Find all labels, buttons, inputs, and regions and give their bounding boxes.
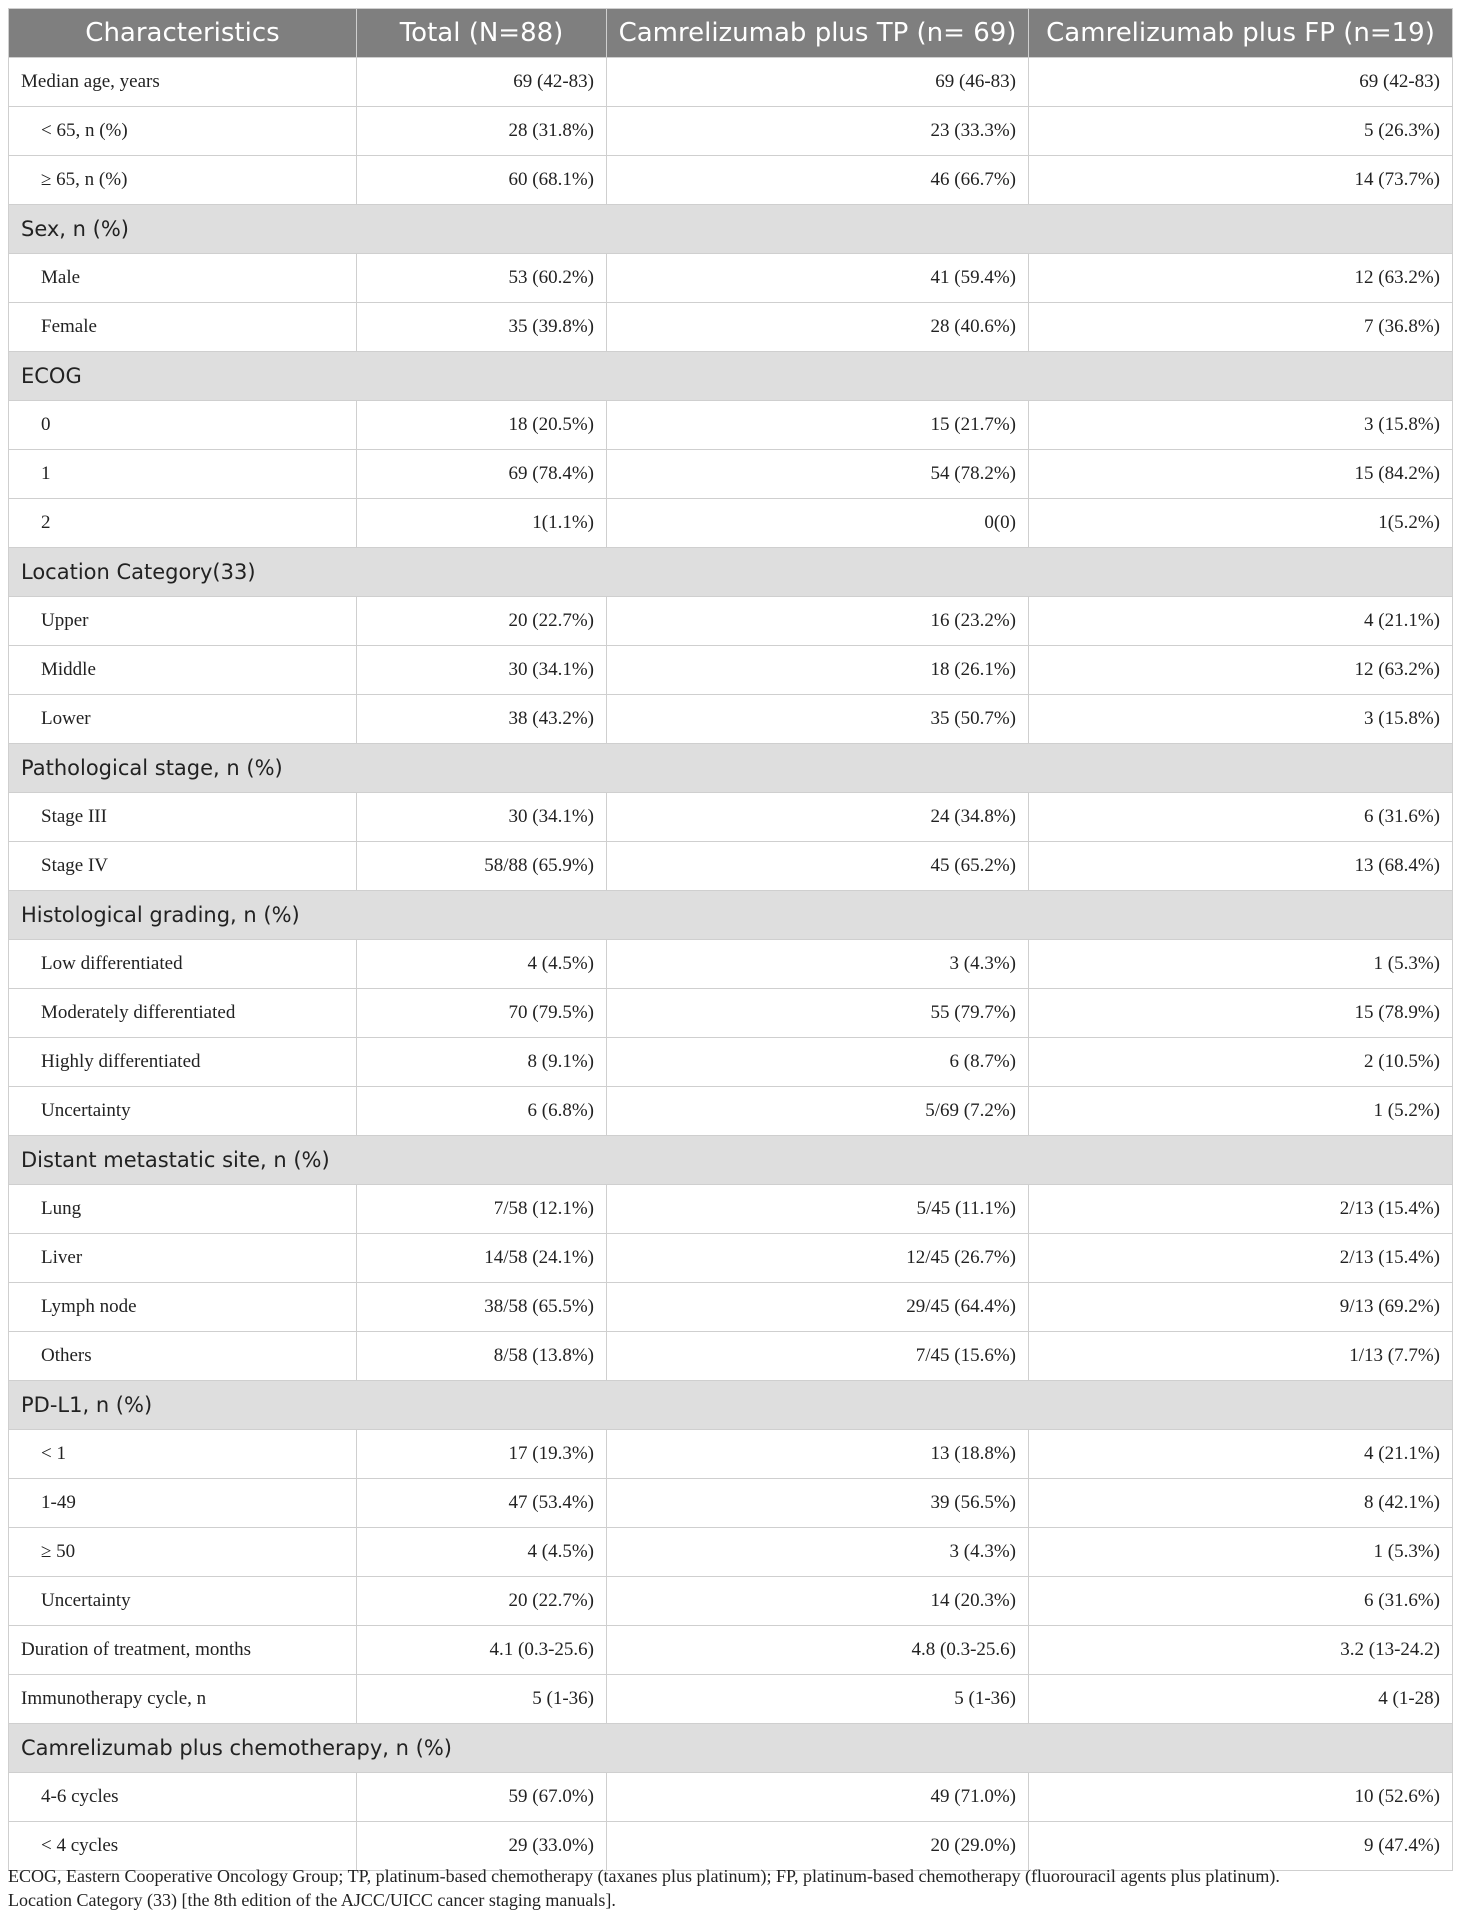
cell-characteristic: 1-49 [9, 1479, 357, 1528]
cell-total: 8/58 (13.8%) [357, 1332, 607, 1381]
cell-camrelizumab-fp: 5 (26.3%) [1029, 107, 1453, 156]
cell-total: 14/58 (24.1%) [357, 1234, 607, 1283]
table-header [9, 9, 1453, 58]
cell-characteristic: Lung [9, 1185, 357, 1234]
cell-total: 5 (1-36) [357, 1675, 607, 1724]
table-body [9, 58, 1453, 1871]
table-row [9, 842, 1453, 891]
cell-camrelizumab-fp: 13 (68.4%) [1029, 842, 1453, 891]
cell-camrelizumab-tp: 39 (56.5%) [607, 1479, 1029, 1528]
table-row [9, 1675, 1453, 1724]
cell-total: 28 (31.8%) [357, 107, 607, 156]
section-header-row [9, 205, 1453, 254]
cell-characteristic: Uncertainty [9, 1577, 357, 1626]
cell-camrelizumab-fp: 6 (31.6%) [1029, 1577, 1453, 1626]
cell-camrelizumab-tp: 35 (50.7%) [607, 695, 1029, 744]
table-row [9, 450, 1453, 499]
table-row [9, 1626, 1453, 1675]
cell-total: 30 (34.1%) [357, 646, 607, 695]
section-label: Pathological stage, n (%) [9, 744, 1453, 793]
table-row [9, 695, 1453, 744]
cell-camrelizumab-fp: 1 (5.2%) [1029, 1087, 1453, 1136]
cell-total: 8 (9.1%) [357, 1038, 607, 1087]
cell-camrelizumab-fp: 1/13 (7.7%) [1029, 1332, 1453, 1381]
cell-camrelizumab-fp: 4 (21.1%) [1029, 597, 1453, 646]
table-row [9, 58, 1453, 107]
cell-total: 38/58 (65.5%) [357, 1283, 607, 1332]
cell-total: 4 (4.5%) [357, 940, 607, 989]
table-row [9, 1430, 1453, 1479]
table-row [9, 1332, 1453, 1381]
cell-total: 20 (22.7%) [357, 597, 607, 646]
cell-total: 70 (79.5%) [357, 989, 607, 1038]
cell-characteristic: Lymph node [9, 1283, 357, 1332]
section-label: PD-L1, n (%) [9, 1381, 1453, 1430]
cell-characteristic: Middle [9, 646, 357, 695]
cell-characteristic: ≥ 65, n (%) [9, 156, 357, 205]
table-row [9, 1234, 1453, 1283]
table-row [9, 1087, 1453, 1136]
cell-camrelizumab-fp: 7 (36.8%) [1029, 303, 1453, 352]
cell-camrelizumab-tp: 16 (23.2%) [607, 597, 1029, 646]
cell-camrelizumab-fp: 15 (84.2%) [1029, 450, 1453, 499]
section-label: ECOG [9, 352, 1453, 401]
cell-camrelizumab-fp: 2/13 (15.4%) [1029, 1234, 1453, 1283]
cell-camrelizumab-fp: 6 (31.6%) [1029, 793, 1453, 842]
table-row [9, 1038, 1453, 1087]
cell-characteristic: 4-6 cycles [9, 1773, 357, 1822]
cell-camrelizumab-fp: 3.2 (13-24.2) [1029, 1626, 1453, 1675]
cell-total: 30 (34.1%) [357, 793, 607, 842]
section-label: Sex, n (%) [9, 205, 1453, 254]
cell-camrelizumab-fp: 69 (42-83) [1029, 58, 1453, 107]
table-row [9, 940, 1453, 989]
cell-characteristic: Female [9, 303, 357, 352]
cell-camrelizumab-tp: 20 (29.0%) [607, 1822, 1029, 1871]
cell-camrelizumab-tp: 0(0) [607, 499, 1029, 548]
cell-camrelizumab-tp: 29/45 (64.4%) [607, 1283, 1029, 1332]
table-row [9, 793, 1453, 842]
cell-characteristic: 1 [9, 450, 357, 499]
table-row [9, 401, 1453, 450]
table-row [9, 989, 1453, 1038]
section-header-row [9, 1724, 1453, 1773]
header-camrelizumab-fp: Camrelizumab plus FP (n=19) [1029, 9, 1453, 58]
header-characteristics: Characteristics [9, 9, 357, 58]
cell-camrelizumab-tp: 23 (33.3%) [607, 107, 1029, 156]
cell-characteristic: Uncertainty [9, 1087, 357, 1136]
cell-camrelizumab-tp: 41 (59.4%) [607, 254, 1029, 303]
cell-characteristic: Male [9, 254, 357, 303]
cell-camrelizumab-tp: 6 (8.7%) [607, 1038, 1029, 1087]
cell-total: 29 (33.0%) [357, 1822, 607, 1871]
cell-camrelizumab-fp: 1(5.2%) [1029, 499, 1453, 548]
cell-camrelizumab-tp: 49 (71.0%) [607, 1773, 1029, 1822]
table-row [9, 1283, 1453, 1332]
cell-camrelizumab-fp: 8 (42.1%) [1029, 1479, 1453, 1528]
cell-total: 4.1 (0.3-25.6) [357, 1626, 607, 1675]
cell-camrelizumab-fp: 4 (1-28) [1029, 1675, 1453, 1724]
characteristics-table [8, 8, 1453, 1871]
cell-camrelizumab-tp: 15 (21.7%) [607, 401, 1029, 450]
table-row [9, 646, 1453, 695]
section-label: Location Category(33) [9, 548, 1453, 597]
table-row [9, 303, 1453, 352]
cell-characteristic: Low differentiated [9, 940, 357, 989]
section-label: Histological grading, n (%) [9, 891, 1453, 940]
section-header-row [9, 1136, 1453, 1185]
cell-characteristic: Duration of treatment, months [9, 1626, 357, 1675]
footnote-location-category: Location Category (33) [the 8th edition of the AJCC/UICC cancer staging manuals]. [8, 1890, 616, 1910]
cell-total: 59 (67.0%) [357, 1773, 607, 1822]
header-camrelizumab-tp: Camrelizumab plus TP (n= 69) [607, 9, 1029, 58]
cell-camrelizumab-tp: 7/45 (15.6%) [607, 1332, 1029, 1381]
cell-camrelizumab-tp: 5 (1-36) [607, 1675, 1029, 1724]
cell-camrelizumab-fp: 1 (5.3%) [1029, 1528, 1453, 1577]
cell-camrelizumab-tp: 45 (65.2%) [607, 842, 1029, 891]
cell-total: 58/88 (65.9%) [357, 842, 607, 891]
table-row [9, 156, 1453, 205]
header-row [9, 9, 1453, 58]
table-row [9, 107, 1453, 156]
cell-characteristic: Others [9, 1332, 357, 1381]
cell-camrelizumab-tp: 3 (4.3%) [607, 940, 1029, 989]
cell-camrelizumab-tp: 55 (79.7%) [607, 989, 1029, 1038]
cell-camrelizumab-fp: 2 (10.5%) [1029, 1038, 1453, 1087]
cell-camrelizumab-fp: 3 (15.8%) [1029, 401, 1453, 450]
cell-camrelizumab-tp: 13 (18.8%) [607, 1430, 1029, 1479]
cell-characteristic: Stage III [9, 793, 357, 842]
cell-characteristic: 0 [9, 401, 357, 450]
cell-camrelizumab-tp: 5/45 (11.1%) [607, 1185, 1029, 1234]
cell-camrelizumab-tp: 28 (40.6%) [607, 303, 1029, 352]
section-header-row [9, 352, 1453, 401]
cell-total: 35 (39.8%) [357, 303, 607, 352]
section-label: Distant metastatic site, n (%) [9, 1136, 1453, 1185]
section-header-row [9, 1381, 1453, 1430]
table-row [9, 1528, 1453, 1577]
cell-characteristic: < 1 [9, 1430, 357, 1479]
table-row [9, 499, 1453, 548]
cell-camrelizumab-fp: 12 (63.2%) [1029, 254, 1453, 303]
table-footnote [8, 1864, 1452, 1912]
cell-total: 38 (43.2%) [357, 695, 607, 744]
cell-total: 7/58 (12.1%) [357, 1185, 607, 1234]
cell-total: 60 (68.1%) [357, 156, 607, 205]
cell-characteristic: Lower [9, 695, 357, 744]
cell-characteristic: Moderately differentiated [9, 989, 357, 1038]
table-row [9, 597, 1453, 646]
cell-camrelizumab-fp: 14 (73.7%) [1029, 156, 1453, 205]
cell-characteristic: 2 [9, 499, 357, 548]
cell-characteristic: Stage IV [9, 842, 357, 891]
cell-camrelizumab-fp: 10 (52.6%) [1029, 1773, 1453, 1822]
cell-total: 18 (20.5%) [357, 401, 607, 450]
footnote-abbreviations: ECOG, Eastern Cooperative Oncology Group; TP, platinum-based chemotherapy (taxanes plus platinum); FP, platinum-based chemotherapy (fluorouracil agents plus platinum). [8, 1866, 1280, 1886]
table-row [9, 1185, 1453, 1234]
cell-camrelizumab-fp: 12 (63.2%) [1029, 646, 1453, 695]
cell-characteristic: Upper [9, 597, 357, 646]
cell-characteristic: Median age, years [9, 58, 357, 107]
cell-characteristic: < 4 cycles [9, 1822, 357, 1871]
cell-camrelizumab-tp: 5/69 (7.2%) [607, 1087, 1029, 1136]
characteristics-table-container [8, 8, 1452, 1871]
cell-characteristic: < 65, n (%) [9, 107, 357, 156]
cell-camrelizumab-tp: 4.8 (0.3-25.6) [607, 1626, 1029, 1675]
header-total: Total (N=88) [357, 9, 607, 58]
cell-total: 53 (60.2%) [357, 254, 607, 303]
cell-camrelizumab-tp: 14 (20.3%) [607, 1577, 1029, 1626]
cell-total: 69 (78.4%) [357, 450, 607, 499]
table-row [9, 254, 1453, 303]
cell-camrelizumab-fp: 3 (15.8%) [1029, 695, 1453, 744]
cell-total: 4 (4.5%) [357, 1528, 607, 1577]
section-header-row [9, 744, 1453, 793]
cell-camrelizumab-tp: 24 (34.8%) [607, 793, 1029, 842]
cell-characteristic: ≥ 50 [9, 1528, 357, 1577]
cell-characteristic: Highly differentiated [9, 1038, 357, 1087]
cell-total: 47 (53.4%) [357, 1479, 607, 1528]
cell-camrelizumab-fp: 15 (78.9%) [1029, 989, 1453, 1038]
table-row [9, 1577, 1453, 1626]
cell-camrelizumab-tp: 3 (4.3%) [607, 1528, 1029, 1577]
cell-total: 17 (19.3%) [357, 1430, 607, 1479]
cell-camrelizumab-tp: 69 (46-83) [607, 58, 1029, 107]
table-row [9, 1479, 1453, 1528]
cell-camrelizumab-tp: 12/45 (26.7%) [607, 1234, 1029, 1283]
cell-total: 69 (42-83) [357, 58, 607, 107]
cell-camrelizumab-tp: 18 (26.1%) [607, 646, 1029, 695]
cell-camrelizumab-fp: 9/13 (69.2%) [1029, 1283, 1453, 1332]
cell-characteristic: Liver [9, 1234, 357, 1283]
cell-total: 6 (6.8%) [357, 1087, 607, 1136]
cell-camrelizumab-fp: 2/13 (15.4%) [1029, 1185, 1453, 1234]
cell-camrelizumab-fp: 4 (21.1%) [1029, 1430, 1453, 1479]
section-header-row [9, 891, 1453, 940]
cell-total: 1(1.1%) [357, 499, 607, 548]
cell-characteristic: Immunotherapy cycle, n [9, 1675, 357, 1724]
section-header-row [9, 548, 1453, 597]
section-label: Camrelizumab plus chemotherapy, n (%) [9, 1724, 1453, 1773]
cell-camrelizumab-tp: 46 (66.7%) [607, 156, 1029, 205]
table-row [9, 1773, 1453, 1822]
cell-camrelizumab-tp: 54 (78.2%) [607, 450, 1029, 499]
cell-camrelizumab-fp: 1 (5.3%) [1029, 940, 1453, 989]
cell-total: 20 (22.7%) [357, 1577, 607, 1626]
cell-camrelizumab-fp: 9 (47.4%) [1029, 1822, 1453, 1871]
